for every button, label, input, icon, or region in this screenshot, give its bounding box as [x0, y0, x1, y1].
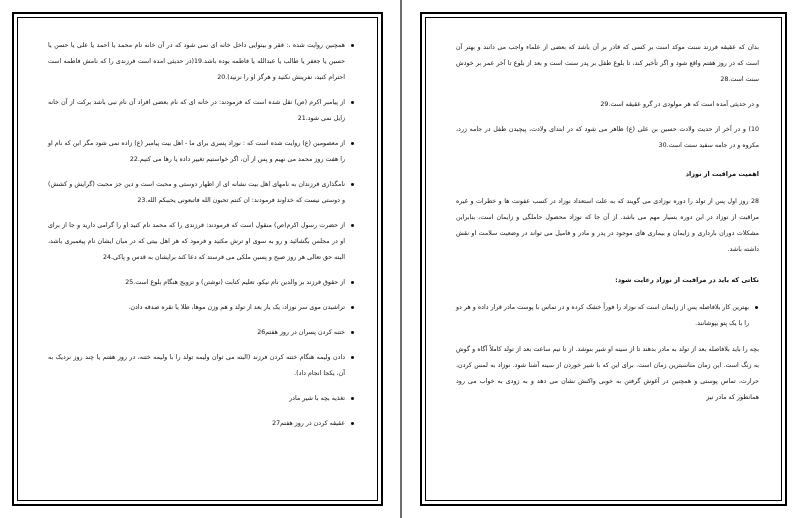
page-content — [456, 40, 759, 415]
paragraph-newborn-care: 28 روز اول پس از تولد را دوره نوزادی می گویند که به علت استعداد نوزاد در کسب عفونت ها و خطرات و غیره مراقبت از نوزاد در این دوره بسیار مهم می باشد. از آن جا که نوزاد محصول حاملگی و زایمان است، بنابراین مشکلات دوران بارداری و زایمان و بیماری های موجود در پدر و مادر و فامیل می تواند در وضعیت سلامت او نقش داشته باشد. — [456, 198, 759, 253]
list-item: نامگذاری فرزندان به نامهای اهل بیت نشانه ای از اظهار دوستی و محبت است و دین جز محبت (گرایش و کشش) و دوستی نیست که خداوند فرمودند: ان کنتم تحبون الله فاتبعونی یحببکم الله.23 — [48, 177, 355, 209]
list-item: از حضرت رسول اکرم(ص) منقول است که فرمودند: فرزندی را که محمد نام کنید او را گرامی دارید و جا از برای او در مجلس بگشائید و رو به سوی او ترش مکنید و فرمود که هر اهل بیتی که در میان ایشان نام پیغمبری باشد، البته حق تعالی هر روز صبح و پسین ملکی می فرستد که دعا کند برایشان به قدس و پاکی.24 — [48, 218, 355, 266]
list-item: از معصومین (ع) روایت شده است که : نوزاد پسری برای ما - اهل بیت پیامبر (ع) زاده نمی شود مگر این که نام او را هفت روز محمد می نهیم و پس از آن، اگر خواستیم تغییر داده یا رها می کنیم.22 — [48, 136, 355, 168]
paragraph-item-10: 10) و در آخر از حدیث ولادت حسین بن علی (ع) ظاهر می شود که در ابتدای ولادت، پیچیدن طفل در جامه زرد، مکروه و در جامه سفید سنت است.30 — [456, 126, 759, 149]
list-item: دادن ولیمه هنگام ختنه کردن فرزند (البته می توان ولیمه تولد را با ولیمه ختنه، در روز هفتم یا چند روز نزدیک به آن، یکجا انجام داد). — [48, 350, 355, 382]
list-item: تغذیه بچه با شیر مادر — [48, 391, 355, 407]
section-heading: نکاتی که باید در مراقبت از نوزاد رعایت شود: — [615, 276, 759, 284]
list-item: عقیقه کردن در روز هفتم27 — [48, 416, 355, 432]
bullet-list — [456, 300, 759, 332]
paragraph-breastfeeding: بچه را باید بلافاصله بعد از تولد به مادر بدهند تا از سینه او شیر بنوشد. از تا نیم ساعت بعد از تولد کاملاً آگاه و گوش به زنگ است. این زمان مناسبترین زمان است. برای این که با شیر خوردن از سینه آشنا شود. نوزاد به لمس کردن، حرارت، تماس پوستی و همچنین در آغوش گرفتن به خوبی واکنش نشان می دهد و به زودی به خواب می رود همانطور که مادر نیز — [456, 346, 759, 401]
list-item: از پیامبر اکرم (ص) نقل شده است که فرمودند: در خانه ای که نام بعضی افراد آن نام نبی باشد برکت از آن خانه زایل نمی شود.21 — [48, 95, 355, 127]
paragraph-aqiqa: بدان که عقیقه فرزند سنت موکد است بر کسی که قادر بر آن باشد که بعضی از علماء واجب می دانند و بهتر آن است که در روز هفتم واقع شود و اگر تأخیر کند، تا بلوغ طفل بر پدر سنت است و بعد از بلوغ تا آخر عمر بر خودش سنت است.28 — [456, 44, 759, 83]
list-item: ختنه کردن پسران در روز هفتم26 — [48, 325, 355, 341]
paragraph-hadith: و در حدیثی آمده است که هر مولودی در گرو عقیقه است.29 — [600, 101, 759, 108]
document-page-left — [12, 12, 383, 506]
page-content — [48, 38, 355, 441]
list-item: بهترین کار بلافاصله پس از زایمان است که نوزاد را فوراً خشک کرده و در تماس با پوست مادر قرار داده و هر دو را با یک پتو بپوشانند. — [456, 300, 759, 332]
list-item: از حقوق فرزند بر والدین نام نیکو، تعلیم کتابت (نوشتن) و تزویج هنگام بلوغ است.25 — [48, 275, 355, 291]
page-separator — [400, 0, 402, 518]
document-page-right — [420, 12, 787, 506]
list-item: همچنین روایت شده ،: فقر و بینوایی داخل خانه ای نمی شود که در آن خانه نام محمد یا احمد یا علی یا حسن یا حسین یا جعفر یا طالب یا عبدالله یا فاطمه بوده باشد.19(در حدیثی امده است فرزندی را که نامش فاطمه است احترام کنید، نفرینش نکنید و هرگز او را نزنید).20 — [48, 38, 355, 86]
section-heading: اهمیت مراقبت از نوزاد — [685, 170, 759, 178]
list-item: تراشیدن موی سر نوزاد، یک بار بعد از تولد و هم وزن موها، طلا یا نقره صدقه دادن. — [48, 300, 355, 316]
bullet-list — [48, 38, 355, 432]
